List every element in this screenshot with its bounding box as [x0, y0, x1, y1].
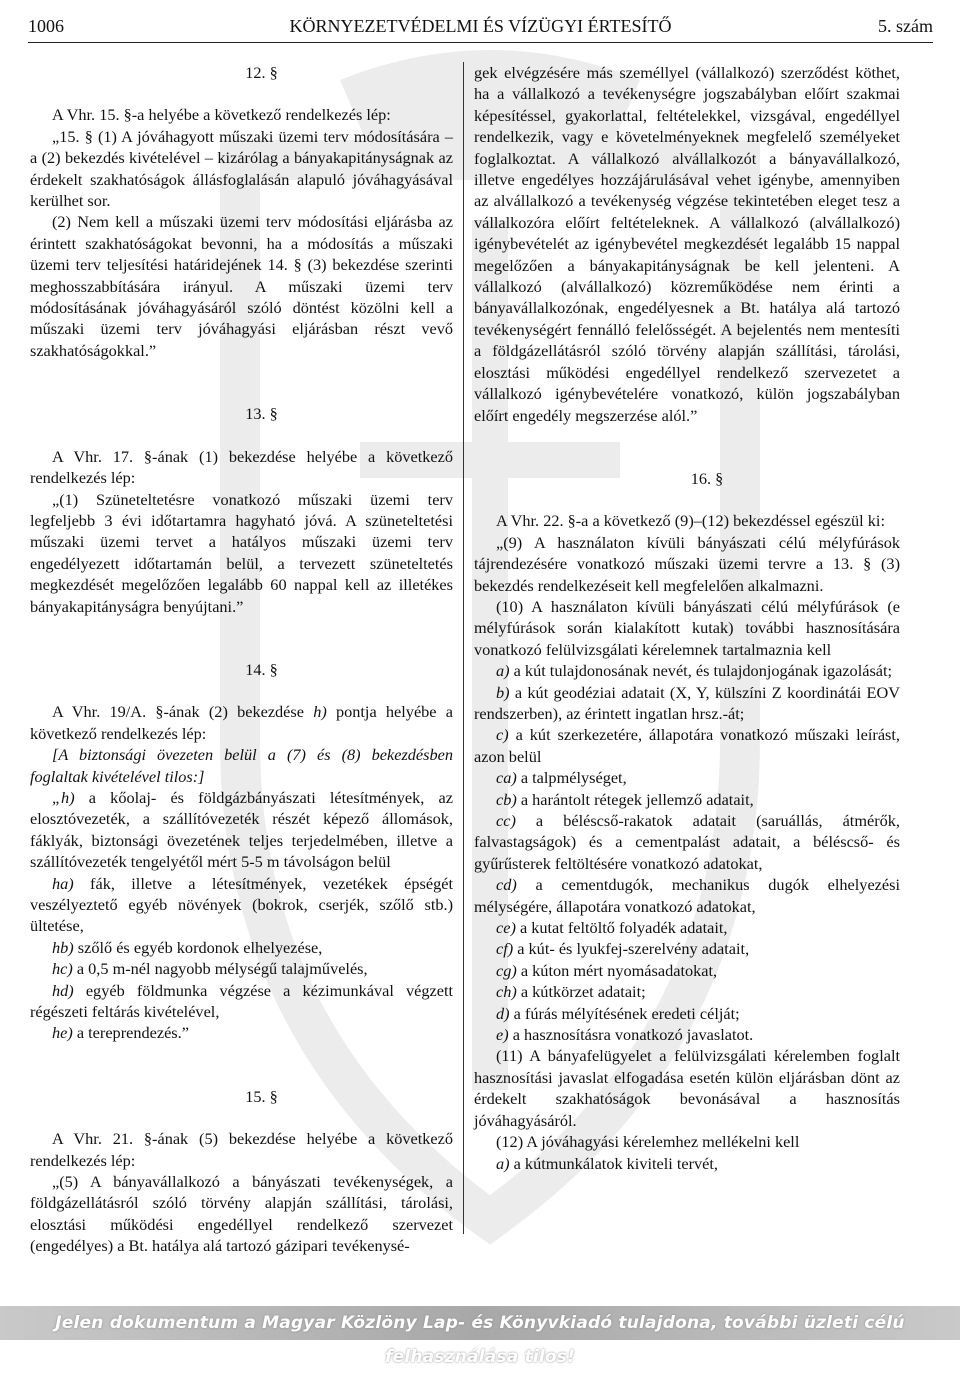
item-c: c) a kút szerkezetére, állapotára vonatkozó műszaki leírást, azon belül	[474, 725, 900, 766]
item-hb: hb) szőlő és egyéb kordonok elhelyezése,	[52, 937, 323, 957]
para-10: (10) A használaton kívüli bányászati célú mélyfúrások (e mélyfúrások során kialakított kutak) további hasznosítására vonatkozó felülvizsgálati kérelemnek tartalmaznia kell	[474, 596, 900, 659]
item-a-2: a) a kútmunkálatok kiviteli tervét,	[496, 1153, 718, 1173]
item-b: b) a kút geodéziai adatait (X, Y, külszíni Z koordinátái EOV rendszerben), az érintett ingatlan hrsz.-át;	[474, 682, 900, 723]
item-ce: ce) a kutat feltöltő folyadék adatait,	[496, 918, 728, 938]
page-number: 1006	[28, 16, 64, 36]
item-cb: cb) a harántolt rétegek jellemző adatait,	[496, 789, 754, 809]
section-15-intro: A Vhr. 21. §-ának (5) bekezdése helyébe a következő rendelkezés lép:	[30, 1129, 453, 1170]
section-13-intro: A Vhr. 17. §-ának (1) bekezdése helyébe a következő rendelkezés lép:	[30, 446, 453, 488]
item-ch: ch) a kútkörzet adatait;	[496, 982, 646, 1002]
running-header	[28, 16, 933, 40]
item-he: he) a tereprendezés.”	[52, 1023, 189, 1043]
item-a: a) a kút tulajdonosának nevét, és tulajdonjogának igazolását;	[496, 661, 893, 681]
section-13-para-1: „(1) Szüneteltetésre vonatkozó műszaki üzemi terv legfeljebb 3 évi időtartamra hagyható jóvá. A szüneteltetési műszaki üzemi tervet a hatályos műszaki üzemi terv engedélyezett időtartamán belül, a tervezett szüneteltetés megkezdését megelőzően legalább 60 nappal kell az illetékes bányakapitányságra benyújtani.”	[30, 489, 453, 616]
copyright-notice: Jelen dokumentum a Magyar Közlöny Lap- és Könyvkiadó tulajdona, további üzleti célú felhasználása tilos!	[55, 1313, 905, 1367]
section-12-intro: A Vhr. 15. §-a helyébe a következő rendelkezés lép:	[52, 105, 391, 125]
para-9: „(9) A használaton kívüli bányászati célú mélyfúrások tájrendezésére vonatkozó műszaki üzemi tervre a 13. § (3) bekezdés rendelkezéseit kell megfelelően alkalmazni.	[474, 532, 900, 595]
right-column	[474, 62, 900, 1174]
item-cg: cg) a kúton mért nyomásadatokat,	[496, 960, 718, 980]
column-divider	[463, 62, 464, 1234]
left-column	[30, 62, 453, 1257]
section-heading-16: 16. §	[690, 468, 724, 488]
item-hd: hd) egyéb földmunka végzése a kézimunkával végzett régészeti feltárás kivételével,	[30, 980, 453, 1022]
copyright-footer-banner	[0, 1306, 960, 1367]
item-ca: ca) a talpmélységet,	[496, 768, 627, 788]
item-d: d) a fúrás mélyítésének eredeti célját;	[496, 1003, 740, 1023]
section-heading-12: 12. §	[245, 63, 278, 82]
item-ha: ha) fák, illetve a létesítmények, vezetékek épségét veszélyeztető egyéb növények (bokrok, cserjék, szőlő stb.) ültetése,	[30, 873, 453, 936]
section-14-intro: A Vhr. 19/A. §-ának (2) bekezdése h) pontja helyébe a következő rendelkezés lép:	[30, 702, 453, 743]
section-heading-14: 14. §	[245, 659, 278, 679]
journal-title: KÖRNYEZETVÉDELMI ÉS VÍZÜGYI ÉRTESÍTŐ	[289, 16, 672, 36]
item-cd: cd) a cementdugók, mechanikus dugók elhelyezési mélységére, állapotára vonatkozó adatokat,	[474, 875, 900, 916]
issue-number: 5. szám	[878, 16, 933, 36]
item-e: e) a hasznosításra vonatkozó javaslatot.	[496, 1025, 754, 1045]
section-15-continuation: gek elvégzésére más személlyel (vállalkozó) szerződést köthet, ha a vállalkozó a tevékenységre jogszabályban előírt szakmai képesítéssel, gyakorlattal, feltételekkel, vizsgával, engedéllyel rendelkezik, vagy e követelményeknek megfelelő személyeket foglalkoztat. A vállalkozó alvállalkozót a bányavállalkozó, illetve engedélyes hozzájárulásával vehet igénybe, amennyiben az alvállalkozó a tevékenység végzése tekintetében eleget tesz a vállalkozóra előírt feltételeknek. A vállalkozó (alvállalkozó) igénybevételét az igénybevétel megkezdését legalább 15 nappal megelőzően a bányakapitányságnak be kell jelenteni. A vállalkozó (alvállalkozó) közreműködése nem érinti a bányavállalkozónak, engedélyesnek a Bt. hatálya alá tartozó tevékenységért fennálló felelősségét. A bejelentés nem mentesíti a földgázellátásról szóló törvény alapján szállítási, tárolási, elosztási működési engedéllyel rendelkező szervezetet a vállalkozó igénybevételére vonatkozó, külön jogszabályban előírt engedély megszerzése alól.”	[474, 63, 900, 425]
section-12-para-1: „15. § (1) A jóváhagyott műszaki üzemi terv módosítására – a (2) bekezdés kivételével – kizárólag a bányakapitányságnak az érdekelt szakhatóságok állásfoglalásán alapuló jóváhagyásával kerülhet sor.	[30, 126, 453, 211]
para-11: (11) A bányafelügyelet a felülvizsgálati kérelemben foglalt hasznosítási javaslat elfogadása esetén külön eljárásban dönt az érdekelt szakhatóságok bevonásával a hasznosítás jóváhagyásáról.	[474, 1046, 900, 1130]
para-12: (12) A jóváhagyási kérelemhez mellékelni kell	[496, 1132, 800, 1152]
section-heading-13: 13. §	[245, 404, 278, 424]
item-cf: cf) a kút- és lyukfej-szerelvény adatait,	[496, 939, 750, 959]
section-16-intro: A Vhr. 22. §-a a következő (9)–(12) bekezdéssel egészül ki:	[496, 511, 885, 531]
section-15-para-1: „(5) A bányavállalkozó a bányászati tevékenységek, a földgázellátásról szóló törvény alapján szállítási, tárolási, elosztási működési engedéllyel rendelkező szervezet (engedélyes) a Bt. hatálya alá tartozó gázipari tevékenysé-	[30, 1172, 453, 1256]
section-14-bracket: [A biztonsági övezeten belül a (7) és (8) bekezdésben foglaltak kivételével tilos:]	[30, 745, 453, 786]
section-12-para-2: (2) Nem kell a műszaki üzemi terv módosítási eljárásba az érintett szakhatóságokat bevonni, ha a módosítás a műszaki üzemi terv teljesítési határidejének 14. § (3) bekezdése szerinti meghosszabbítására irányul. A műszaki üzemi terv módosításának jóváhagyásáról szóló döntést közölni kell a műszaki üzemi terv jóváhagyási eljárásban részt vevő szakhatóságokkal.”	[30, 212, 453, 360]
item-h: „h) a kőolaj- és földgázbányászati létesítmények, az elosztóvezeték, a szállítóvezeték részét képező állomások, fáklyák, biztonsági övezetének teljes terjedelmében, illetve a szállítóvezeték tengelyétől mért 5-5 m távolságon belül	[30, 787, 453, 872]
item-hc: hc) a 0,5 m-nél nagyobb mélységű talajművelés,	[52, 959, 368, 979]
item-cc: cc) a béléscső-rakatok adatait (saruállás, átmérők, falvastagságok) és a cementpalást adatait, a béléscső- és gyűrűsterek feltöltésére vonatkozó adatokat,	[474, 811, 900, 873]
section-heading-15: 15. §	[245, 1086, 278, 1106]
header-rule	[28, 42, 933, 43]
